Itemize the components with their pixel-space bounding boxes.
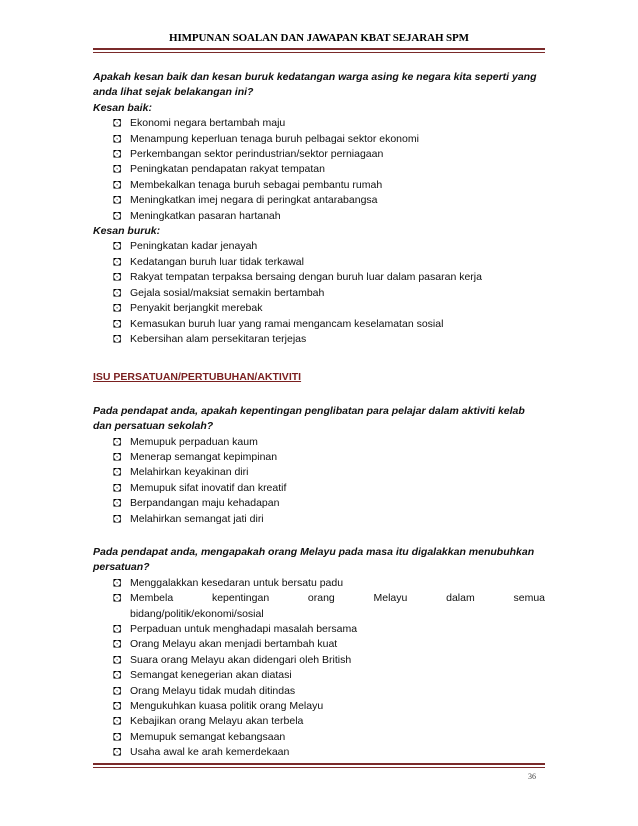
bullet-icon: 🖸 <box>113 482 122 493</box>
bad-effects-list <box>93 239 545 347</box>
list-item <box>93 591 545 622</box>
bullet-icon: 🖸 <box>113 318 122 329</box>
list-item: 🖸 Menggalakkan kesedaran untuk bersatu padu <box>93 576 545 591</box>
list-item: 🖸 Semangat kenegerian akan diatasi <box>93 668 545 683</box>
bullet-icon: 🖸 <box>113 701 122 712</box>
list-item: 🖸 Menampung keperluan tenaga buruh pelbagai sektor ekonomi <box>93 132 545 147</box>
list-item: 🖸 Suara orang Melayu akan didengari oleh British <box>93 653 545 668</box>
bullet-icon: 🖸 <box>113 685 122 696</box>
bullet-icon: 🖸 <box>113 436 122 447</box>
page-header-title: HIMPUNAN SOALAN DAN JAWAPAN KBAT SEJARAH SPM <box>169 32 469 44</box>
header-rule-thin <box>93 52 545 53</box>
list-item: 🖸 Kebersihan alam persekitaran terjejas <box>93 332 545 347</box>
bullet-icon: 🖸 <box>113 654 122 665</box>
list-item: 🖸 Ekonomi negara bertambah maju <box>93 116 545 131</box>
question-3: Pada pendapat anda, mengapakah orang Melayu pada masa itu digalakkan menubuhkan persatuan? <box>93 545 535 574</box>
bullet-icon: 🖸 <box>113 164 122 175</box>
list-item: 🖸 Penyakit berjangkit merebak <box>93 301 545 316</box>
question-1: Apakah kesan baik dan kesan buruk kedatangan warga asing ke negara kita seperti yang anda lihat sejak belakangan ini? <box>93 71 537 99</box>
bullet-icon: 🖸 <box>113 303 122 314</box>
question-2-list <box>93 435 545 527</box>
list-item: 🖸 Berpandangan maju kehadapan <box>93 496 545 511</box>
bad-effects-label: Kesan buruk: <box>93 225 161 238</box>
list-item: 🖸 Gejala sosial/maksiat semakin bertambah <box>93 286 545 301</box>
list-item: 🖸 Kebajikan orang Melayu akan terbela <box>93 714 545 729</box>
bullet-icon: 🖸 <box>113 241 122 252</box>
good-effects-label: Kesan baik: <box>93 101 152 114</box>
list-item: 🖸 Peningkatan pendapatan rakyat tempatan <box>93 162 545 177</box>
bullet-icon: 🖸 <box>113 498 122 509</box>
bullet-icon: 🖸 <box>113 256 122 267</box>
bullet-icon: 🖸 <box>113 195 122 206</box>
list-item: 🖸 Memupuk semangat kebangsaan <box>93 730 545 745</box>
list-item: 🖸 Rakyat tempatan terpaksa bersaing dengan buruh luar dalam pasaran kerja <box>93 270 545 285</box>
bullet-icon: 🖸 <box>113 467 122 478</box>
bullet-icon: 🖸 <box>113 272 122 283</box>
bullet-icon: 🖸 <box>113 179 122 190</box>
page-number: 36 <box>528 772 536 781</box>
list-item: 🖸 Mengukuhkan kuasa politik orang Melayu <box>93 699 545 714</box>
bullet-icon: 🖸 <box>113 639 122 650</box>
bullet-icon: 🖸 <box>113 670 122 681</box>
bullet-icon: 🖸 <box>113 731 122 742</box>
section-title: ISU PERSATUAN/PERTUBUHAN/AKTIVITI <box>93 371 302 384</box>
list-item: 🖸 Memupuk sifat inovatif dan kreatif <box>93 481 545 496</box>
good-effects-list <box>93 116 545 224</box>
list-item: 🖸 Menerap semangat kepimpinan <box>93 450 545 465</box>
list-item: 🖸 Peningkatan kadar jenayah <box>93 239 545 254</box>
question-3-list <box>93 576 545 761</box>
list-item: 🖸 Melahirkan semangat jati diri <box>93 512 545 527</box>
list-item: 🖸 Orang Melayu akan menjadi bertambah kuat <box>93 637 545 652</box>
bullet-icon: 🖸 <box>113 577 122 588</box>
header-rule-thick <box>93 48 545 50</box>
bullet-icon: 🖸 <box>113 333 122 344</box>
justified-line: Membela kepentingan orang Melayu dalam semua <box>130 592 545 605</box>
list-item: 🖸 Memupuk perpaduan kaum <box>93 435 545 450</box>
question-2: Pada pendapat anda, apakah kepentingan penglibatan para pelajar dalam aktiviti kelab dan persatuan sekolah? <box>93 404 525 433</box>
bullet-icon: 🖸 <box>113 118 122 129</box>
list-item: 🖸 Orang Melayu tidak mudah ditindas <box>93 684 545 699</box>
list-item: 🖸 Kemasukan buruh luar yang ramai mengancam keselamatan sosial <box>93 317 545 332</box>
list-item: 🖸 Meningkatkan imej negara di peringkat antarabangsa <box>93 193 545 208</box>
list-item: 🖸 Kedatangan buruh luar tidak terkawal <box>93 255 545 270</box>
list-item: 🖸 Membekalkan tenaga buruh sebagai pembantu rumah <box>93 178 545 193</box>
continued-line: bidang/politik/ekonomi/sosial <box>130 607 264 620</box>
bullet-icon: 🖸 <box>113 210 122 221</box>
footer-rule-thick <box>93 763 545 765</box>
page-content <box>93 70 545 761</box>
list-item: 🖸 Perkembangan sektor perindustrian/sektor perniagaan <box>93 147 545 162</box>
bullet-icon: 🖸 <box>113 747 122 758</box>
list-item: 🖸 Meningkatkan pasaran hartanah <box>93 209 545 224</box>
bullet-icon: 🖸 <box>113 624 122 634</box>
bullet-icon: 🖸 <box>113 133 122 144</box>
bullet-icon: 🖸 <box>113 451 122 462</box>
footer-rule-thin <box>93 767 545 768</box>
bullet-icon: 🖸 <box>113 513 122 524</box>
list-item: 🖸 Perpaduan untuk menghadapi masalah bersama <box>93 622 545 637</box>
list-item: 🖸 Usaha awal ke arah kemerdekaan <box>93 745 545 760</box>
list-item: 🖸 Melahirkan keyakinan diri <box>93 465 545 480</box>
bullet-icon: 🖸 <box>113 593 122 604</box>
bullet-icon: 🖸 <box>113 149 122 160</box>
bullet-icon: 🖸 <box>113 716 122 727</box>
bullet-icon: 🖸 <box>113 287 122 298</box>
